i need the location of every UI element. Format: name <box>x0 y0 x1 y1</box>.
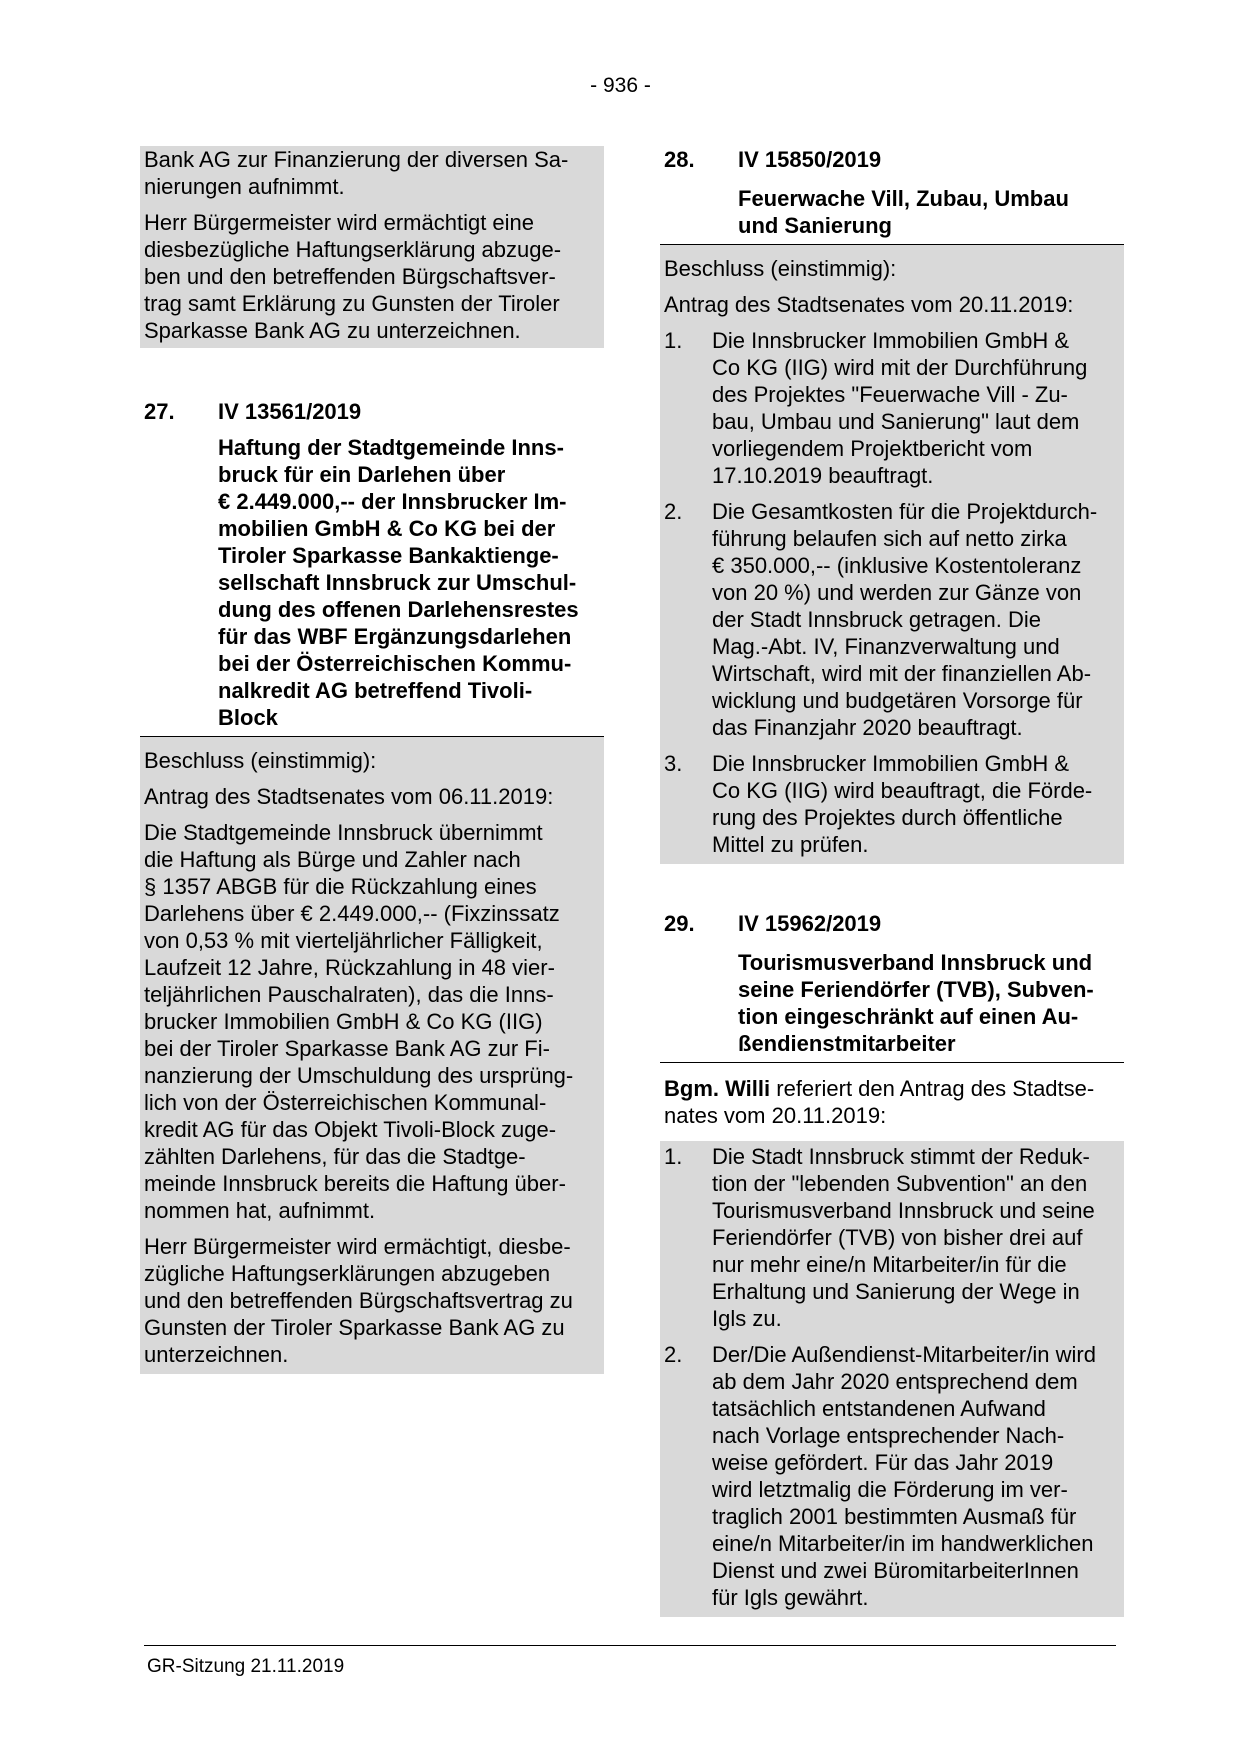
item-28-title: Feuerwache Vill, Zubau, Umbau und Sanierung <box>738 186 1069 238</box>
item-28-list-item <box>664 498 1120 750</box>
item-27-paragraph-1: Die Stadtgemeinde Innsbruck übernimmt die Haftung als Bürge und Zahler nach § 1357 ABGB für die Rückzahlung eines Darlehens über € 2.449.000,-- (Fixzinssatz von 0,53 % mit vierteljährlicher Fälligkeit, Laufzeit 12 Jahre, Rückzahlung in 48 vier- teljährlichen Pauschalraten), das die Inns- brucker Immobilien GmbH & Co KG (IIG) bei der Tiroler Sparkasse Bank AG zur Fi- nanzierung der Umschuldung des ursprüng- lich von der Österreichischen Kommunal- kredit AG für das Objekt Tivoli-Block zuge- zählten Darlehens, für das die Stadtge- meinde Innsbruck bereits die Haftung über- nommen hat, aufnimmt. <box>144 820 574 1223</box>
list-text: Die Innsbrucker Immobilien GmbH & Co KG (IIG) wird beauftragt, die Förde- rung des Projektes durch öffentliche Mittel zu prüfen. <box>712 751 1093 857</box>
list-text: Die Innsbrucker Immobilien GmbH & Co KG (IIG) wird mit der Durchführung des Projektes "Feuerwache Vill - Zu- bau, Umbau und Sanierung" laut dem vorliegendem Projektbericht vom 17.10.2019 beauftragt. <box>712 328 1088 488</box>
item-29-intro <box>664 1063 1120 1141</box>
speaker-name: Bgm. Willi <box>664 1076 771 1101</box>
list-number: 1. <box>664 1144 683 1169</box>
item-29-list-item <box>664 1143 1120 1341</box>
item-28-list-item <box>664 327 1120 498</box>
item-28-antrag: Antrag des Stadtsenates vom 20.11.2019: <box>664 292 1074 317</box>
item-29-heading <box>664 910 1120 937</box>
item-28-number: 28. <box>664 147 695 172</box>
item-27-paragraph-2: Herr Bürgermeister wird ermächtigt, diesbe- zügliche Haftungserklärungen abzugeben und den betreffenden Bürgschaftsvertrag zu Gunsten der Tiroler Sparkasse Bank AG zu unterzeichnen. <box>144 1234 573 1367</box>
list-number: 2. <box>664 1342 683 1367</box>
list-text: Die Stadt Innsbruck stimmt der Reduk- tion der "lebenden Subvention" an den Tourismusverband Innsbruck und seine Feriendörfer (TVB) von bisher drei auf nur mehr eine/n Mitarbeiter/in für die Erhaltung und Sanierung der Wege in Igls zu. <box>712 1144 1095 1331</box>
list-number: 3. <box>664 751 683 776</box>
item-27-title: Haftung der Stadtgemeinde Inns- bruck für ein Darlehen über € 2.449.000,-- der Innsbrucker Im- mobilien GmbH & Co KG bei der Tiroler Sparkasse Bankaktienge- sellschaft Innsbruck zur Umschul- dung des offenen Darlehensrestes für das WBF Ergänzungsdarlehen bei der Österreichischen Kommu- nalkredit AG betreffend Tivoli- Block <box>218 435 579 730</box>
item-27-beschluss: Beschluss (einstimmig): <box>144 748 377 773</box>
list-text: Der/Die Außendienst-Mitarbeiter/in wird ab dem Jahr 2020 entsprechend dem tatsächlich entstandenen Aufwand nach Vorlage entsprechender Nach- weise gefördert. Für das Jahr 2019 wird letztmalig die Förderung im ver- traglich 2001 bestimmten Ausmaß für eine/n Mitarbeiter/in im handwerklichen Dienst und zwei BüromitarbeiterInnen für Igls gewährt. <box>712 1342 1096 1610</box>
footer-rule <box>144 1645 1116 1646</box>
list-number: 2. <box>664 499 683 524</box>
item-28-beschluss: Beschluss (einstimmig): <box>664 256 897 281</box>
page-number: - 936 - <box>590 74 651 97</box>
item-27-antrag: Antrag des Stadtsenates vom 06.11.2019: <box>144 784 554 809</box>
item-29-body <box>660 1141 1124 1617</box>
footer-text: GR-Sitzung 21.11.2019 <box>147 1656 345 1677</box>
item-29-code: IV 15962/2019 <box>738 911 882 936</box>
left-column <box>144 146 600 1374</box>
list-text: Die Gesamtkosten für die Projektdurch- führung belaufen sich auf netto zirka € 350.000,-- (inklusive Kostentoleranz von 20 %) und werden zur Gänze von der Stadt Innsbruck getragen. Die Mag.-Abt. IV, Finanzverwaltung und Wirtschaft, wird mit der finanziellen Ab- wicklung und budgetären Vorsorge für das Finanzjahr 2020 beauftragt. <box>712 499 1098 740</box>
item-28-list-item <box>664 750 1120 862</box>
item-29-list-item <box>664 1341 1120 1615</box>
list-number: 1. <box>664 328 683 353</box>
right-column <box>664 146 1120 1617</box>
item-29-number: 29. <box>664 911 695 936</box>
item-28-code: IV 15850/2019 <box>738 147 882 172</box>
continued-paragraph-2: Herr Bürgermeister wird ermächtigt eine diesbezügliche Haftungserklärung abzuge- ben und den betreffenden Bürgschaftsver- trag samt Erklärung zu Gunsten der Tiroler Sparkasse Bank AG zu unterzeichnen. <box>144 210 562 343</box>
item-27-heading <box>144 398 600 425</box>
item-27-body <box>140 737 604 1374</box>
item-28-heading <box>664 146 1120 173</box>
continued-text-block <box>140 146 604 348</box>
continued-paragraph-1: Bank AG zur Finanzierung der diversen Sa- nierungen aufnimmt. <box>144 147 569 199</box>
item-27-code: IV 13561/2019 <box>218 399 362 424</box>
item-29-title: Tourismusverband Innsbruck und seine Feriendörfer (TVB), Subven- tion eingeschränkt auf einen Au- ßendienstmitarbeiter <box>738 950 1094 1056</box>
item-28-body <box>660 245 1124 864</box>
intro-text: referiert den Antrag des Stadtse- nates vom 20.11.2019: <box>664 1076 1095 1128</box>
item-27-number: 27. <box>144 399 175 424</box>
